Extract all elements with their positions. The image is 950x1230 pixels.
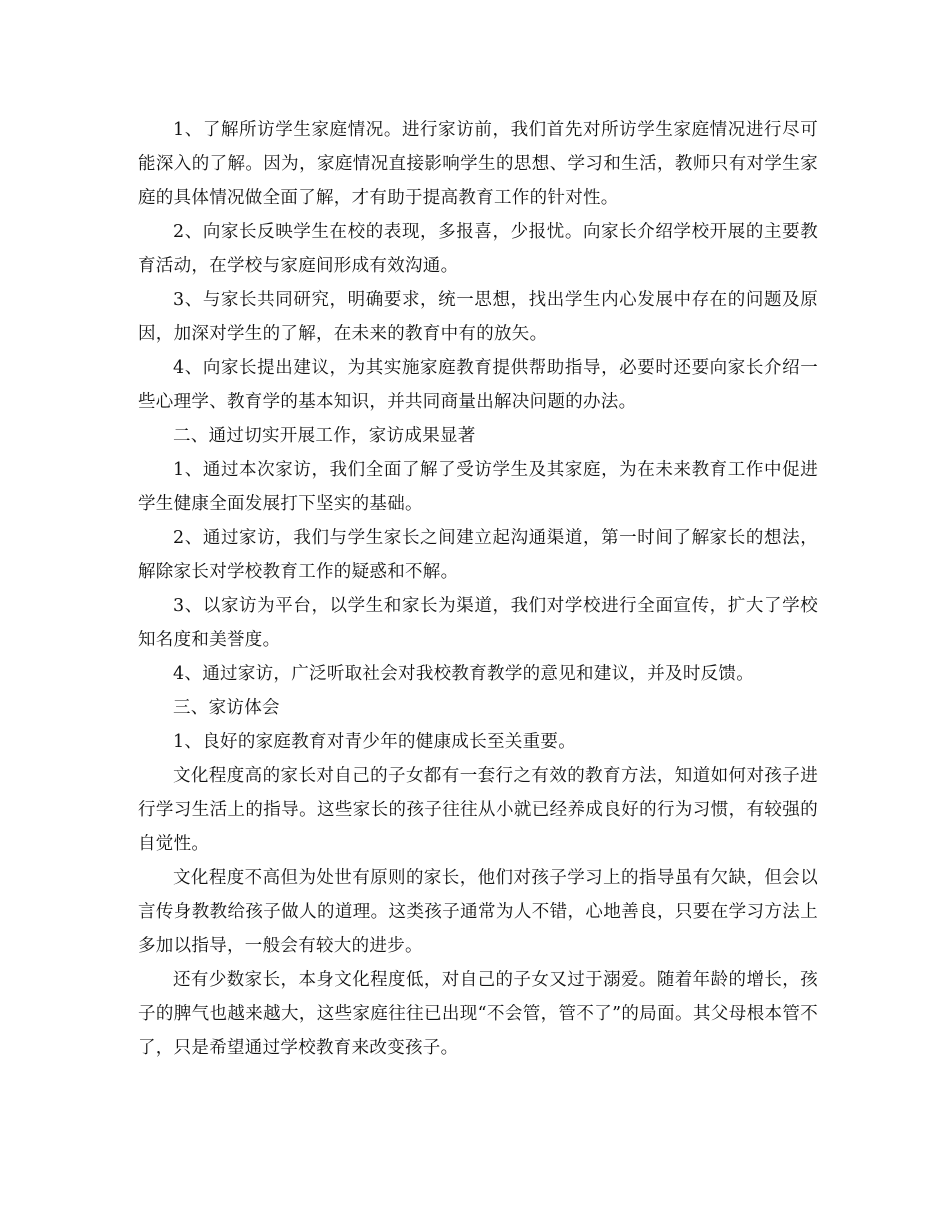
section-heading-2: 二、通过切实开展工作，家访成果显著 — [173, 426, 476, 446]
paragraph-1: 1、了解所访学生家庭情况。进行家访前，我们首先对所访学生家庭情况进行尽可能深入的了解。因为，家庭情况直接影响学生的思想、学习和生活，教师只有对学生家庭的具体情况做全面了解，才有助于提高教育工作的针对性。 — [138, 120, 818, 208]
paragraph-13: 文化程度不高但为处世有原则的家长，他们对孩子学习上的指导虽有欠缺，但会以言传身教教给孩子做人的道理。这类孩子通常为人不错，心地善良，只要在学习方法上多加以指导，一般会有较大的进步。 — [138, 868, 818, 956]
section-heading-3: 三、家访体会 — [173, 698, 280, 718]
paragraph-2: 2、向家长反映学生在校的表现，多报喜，少报忧。向家长介绍学校开展的主要教育活动，在学校与家庭间形成有效沟通。 — [138, 222, 818, 276]
paragraph-3: 3、与家长共同研究，明确要求，统一思想，找出学生内心发展中存在的问题及原因，加深对学生的了解，在未来的教育中有的放矢。 — [138, 290, 818, 344]
paragraph-8: 3、以家访为平台，以学生和家长为渠道，我们对学校进行全面宣传，扩大了学校知名度和美誉度。 — [138, 596, 818, 650]
paragraph-12: 文化程度高的家长对自己的子女都有一套行之有效的教育方法，知道如何对孩子进行学习生活上的指导。这些家长的孩子往往从小就已经养成良好的行为习惯，有较强的自觉性。 — [138, 766, 818, 854]
paragraph-4: 4、向家长提出建议，为其实施家庭教育提供帮助指导，必要时还要向家长介绍一些心理学、教育学的基本知识，并共同商量出解决问题的办法。 — [138, 358, 818, 412]
document-body — [138, 113, 818, 1065]
paragraph-9: 4、通过家访，广泛听取社会对我校教育教学的意见和建议，并及时反馈。 — [173, 664, 755, 684]
paragraph-6: 1、通过本次家访，我们全面了解了受访学生及其家庭，为在未来教育工作中促进学生健康全面发展打下坚实的基础。 — [138, 460, 818, 514]
paragraph-11: 1、良好的家庭教育对青少年的健康成长至关重要。 — [173, 732, 577, 752]
paragraph-14: 还有少数家长，本身文化程度低，对自己的子女又过于溺爱。随着年龄的增长，孩子的脾气也越来越大，这些家庭往往已出现“不会管，管不了”的局面。其父母根本管不了，只是希望通过学校教育来改变孩子。 — [138, 970, 818, 1058]
paragraph-7: 2、通过家访，我们与学生家长之间建立起沟通渠道，第一时间了解家长的想法，解除家长对学校教育工作的疑惑和不解。 — [138, 528, 818, 582]
